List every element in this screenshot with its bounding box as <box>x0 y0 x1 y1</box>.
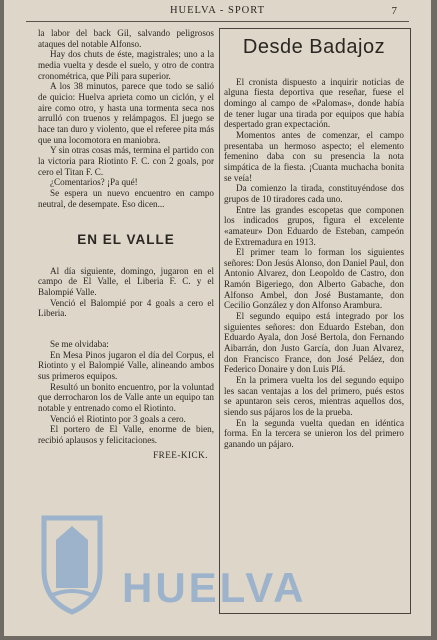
paragraph: El primer team lo forman los siguientes señores: Don Jesús Alonso, don Daniel Paul, don Antonio Alvarez, don Leopoldo de Castro, don Ramón Bigeriego, don Alberto Gabache, don Alfonso Ambel, don José Bustamante, don Cecilio González y don Alfonso Arambura. <box>224 247 404 311</box>
right-column <box>224 28 404 450</box>
paragraph: Da comienzo la tirada, constituyéndose dos grupos de 10 tiradores cada uno. <box>224 183 404 204</box>
paragraph: Momentos antes de comenzar, el campo presentaba un hermoso aspecto; el elemento femenino daba con su presencia la nota simpática de la fiesta. ¡Cuanta muchacha bonita se veía! <box>224 129 404 183</box>
paragraph: Venció el Riotinto por 3 goals a cero. <box>50 413 186 424</box>
page-header <box>4 4 431 22</box>
paragraph: A los 38 minutos, parece que todo se salió de quicio: Huelva aprieta como un ciclón, y el aire como otro, y hasta una tormenta seca nos arrulló con truenos y relámpagos. El juego se hace tan duro y violento, que el referee pita más que una locomotora en maniobra. <box>38 81 214 145</box>
article-title: Desde Badajoz <box>242 36 386 58</box>
paragraph: Al día siguiente, domingo, jugaron en el campo de El Valle, el Liberia F. C. y el Balompié Valle. <box>38 265 214 298</box>
magazine-page <box>4 0 431 636</box>
paragraph: la labor del back Gil, salvando peligrosos ataques del notable Alfonso. <box>38 28 214 49</box>
section-title: EN EL VALLE <box>77 232 175 248</box>
paragraph: Venció el Balompié por 4 goals a cero el Liberia. <box>38 297 214 319</box>
paragraph: Y sin otras cosas más, termina el partido con la victoria para Riotinto F. C. con 2 goals, por cero el Titan F. C. <box>38 145 214 177</box>
signature: FREE-KICK. <box>153 449 208 460</box>
paragraph: Se espera un nuevo encuentro en campo neutral, de desempate. Eso dicen... <box>38 187 214 209</box>
paragraph: En la primera vuelta los del segundo equipo les sacan ventajas a los del primero, pués estos se apuntaron seis ceros, mientras aquellos dos, siendo sus pájaros los de la prueba. <box>224 375 404 417</box>
paragraph: El portero de El Valle, enorme de bien, recibió aplausos y felicitaciones. <box>38 424 214 445</box>
left-column <box>38 28 214 460</box>
paragraph: Entre las grandes escopetas que componen los indicados grupos, figura el excelente «amateur» Don Eduardo de Esteban, campeón de Extremadura en 1913. <box>224 204 404 247</box>
paragraph: El segundo equipo está integrado por los siguientes señores: don Eduardo Esteban, don Eduardo Ayala, don José Bertola, don Fernando Aibarrán, don Justo García, don Juan Alvarez, don Francisco France, don José Peláez, don Federico Donaire y don Luis Plá. <box>224 311 404 375</box>
paragraph: En la segunda vuelta quedan en idéntica forma. En la tercera se unieron los del primero ganando un pájaro. <box>224 417 404 449</box>
page-number: 7 <box>391 5 397 17</box>
city-seal-icon <box>26 500 118 620</box>
paragraph: El cronista dispuesto a inquirir noticias de alguna fiesta deportiva que reseñar, fuese el domingo al campo de «Palomas», donde había de tener lugar una tirada por equipos que había despertado gran expectación. <box>224 76 404 130</box>
paragraph: En Mesa Pinos jugaron el día del Corpus, el Riotinto y el Balompié Valle, alineando ambos sus primeros equipos. <box>38 349 214 382</box>
header-title: HUELVA - SPORT <box>169 5 266 16</box>
paragraph: Hay dos chuts de éste, magistrales; uno a la media vuelta y desde el suelo, y otro de contra cronométrica, que Pili para superior. <box>38 49 214 81</box>
watermark-text: HUELVA <box>122 564 307 611</box>
paragraph: Resultó un bonito encuentro, por la voluntad que derrocharon los de Valle ante un equipo tan notable y entrenado como el Riotinto. <box>38 381 214 414</box>
paragraph: ¿Comentarios? ¡Pa qué! <box>50 177 138 188</box>
header-rule <box>26 21 409 22</box>
paragraph: Se me olvidaba: <box>50 339 109 350</box>
